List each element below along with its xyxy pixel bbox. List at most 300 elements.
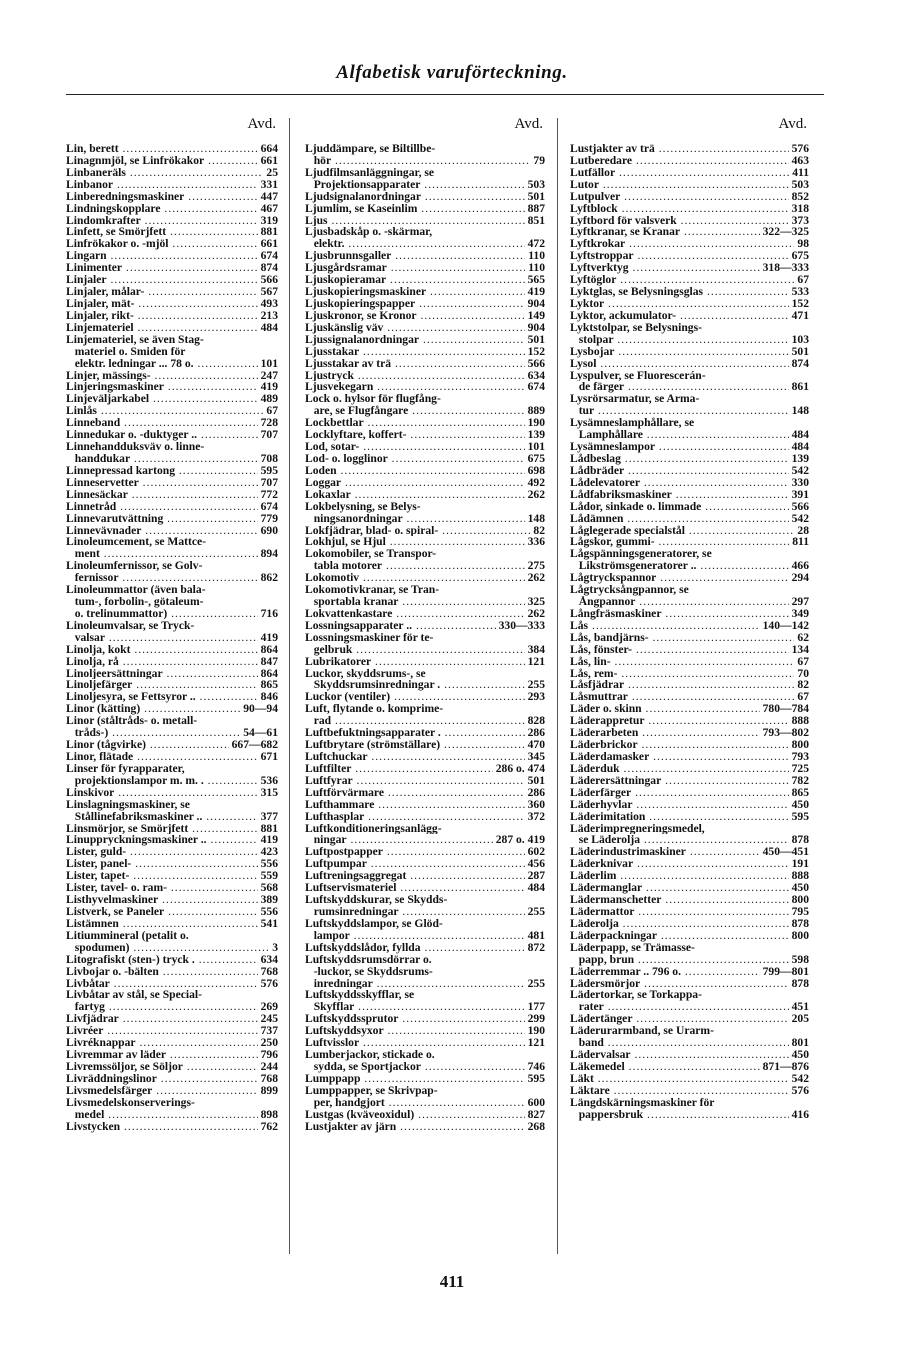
entry-term: Luftbefuktningsapparater . ..... — [305, 727, 525, 739]
index-entry — [305, 381, 545, 393]
entry-avd: 800 — [791, 738, 809, 752]
entry-avd: 827 — [527, 1107, 545, 1121]
index-entry — [305, 668, 545, 680]
index-entry — [570, 727, 809, 739]
entry-term: Lyspulver, se Fluorescerán- — [570, 369, 706, 382]
entry-term: Ljusvekegarn ..... — [305, 381, 525, 393]
entry-term: Linslagningsmaskiner, se — [66, 798, 190, 811]
entry-term: Lyktstolpar, se Belysnings- — [570, 321, 702, 334]
entry-term: Ljuskronor, se Kronor ..... — [305, 310, 525, 322]
entry-avd: 450 — [791, 797, 809, 811]
index-entry — [66, 560, 278, 572]
index-entry — [305, 191, 545, 203]
entry-avd: 674 — [260, 249, 278, 263]
entry-term: Läderdamasker ..... — [570, 751, 789, 763]
index-entry — [305, 739, 545, 751]
index-entry — [66, 954, 278, 966]
index-entry — [66, 1049, 278, 1061]
index-entry — [570, 1025, 809, 1037]
index-entry — [66, 1073, 278, 1085]
index-entry — [305, 274, 545, 286]
entry-avd: 450—451 — [762, 845, 809, 859]
entry-avd: 62 — [797, 630, 809, 644]
entry-term: Lädertorkar, se Torkappa- — [570, 989, 702, 1002]
index-entry — [570, 834, 809, 846]
entry-term: Livbåtar av stål, se Special- — [66, 989, 203, 1002]
entry-term: Läderappretur ..... — [570, 715, 789, 727]
index-entry — [66, 1097, 278, 1109]
entry-avd: 54—61 — [243, 726, 278, 740]
entry-term: stolpar ..... — [570, 334, 789, 346]
entry-term: Listverk, se Paneler ..... — [66, 906, 258, 918]
index-entry — [570, 966, 809, 978]
index-entry — [66, 846, 278, 858]
index-entry — [570, 167, 809, 179]
entry-avd: 556 — [260, 857, 278, 871]
entry-avd: 450 — [791, 1048, 809, 1062]
index-entry — [570, 691, 809, 703]
index-entry — [305, 310, 545, 322]
entry-avd: 501 — [791, 344, 809, 358]
index-entry — [305, 513, 545, 525]
entry-term: Lådor, sinkade o. limmade ..... — [570, 501, 789, 513]
entry-term: Luftbrytare (strömställare) ..... — [305, 739, 525, 751]
entry-term: Luckor, skyddsrums-, se — [305, 667, 426, 680]
entry-avd: 286 o. 474 — [495, 761, 545, 775]
index-entry — [305, 334, 545, 346]
index-entry — [66, 381, 278, 393]
entry-avd: 600 — [527, 1095, 545, 1109]
index-entry — [66, 370, 278, 382]
entry-avd: 542 — [791, 1071, 809, 1085]
entry-avd: 707 — [260, 475, 278, 489]
entry-avd: 255 — [527, 678, 545, 692]
entry-term: Livsmedelskonserverings- — [66, 1096, 195, 1109]
entry-avd: 484 — [260, 320, 278, 334]
entry-term: Läderpapp, se Trämasse- — [570, 941, 695, 954]
index-entry — [305, 525, 545, 537]
entry-term: Linor (kätting) ..... — [66, 703, 240, 715]
entry-avd: 373 — [791, 213, 809, 227]
entry-term: Linjaler ..... — [66, 274, 258, 286]
entry-avd: 708 — [260, 451, 278, 465]
entry-avd: 205 — [791, 1012, 809, 1026]
entry-avd: 391 — [791, 487, 809, 501]
entry-term: Luftpostpapper ..... — [305, 846, 525, 858]
entry-avd: 566 — [260, 273, 278, 287]
entry-term: Livréknappar ..... — [66, 1037, 258, 1049]
index-entry — [570, 572, 809, 584]
entry-term: Läderersättningar ..... — [570, 775, 789, 787]
entry-avd: 889 — [527, 404, 545, 418]
index-entry — [570, 1049, 809, 1061]
entry-avd: 463 — [791, 153, 809, 167]
index-entry — [570, 536, 809, 548]
entry-term: Läderpackningar ..... — [570, 930, 789, 942]
entry-avd: 262 — [527, 571, 545, 585]
entry-avd: 450 — [791, 881, 809, 895]
index-entry — [570, 513, 809, 525]
entry-avd: 634 — [260, 952, 278, 966]
entry-term: Livräddningslinor ..... — [66, 1073, 258, 1085]
entry-term: Linnesäckar ..... — [66, 489, 258, 501]
index-entry — [570, 656, 809, 668]
index-entry — [66, 858, 278, 870]
entry-avd: 634 — [527, 368, 545, 382]
entry-term: tabla motorer ..... — [305, 560, 525, 572]
entry-term: Linimenter ..... — [66, 262, 258, 274]
entry-avd: 275 — [527, 559, 545, 573]
index-entry — [570, 584, 809, 596]
entry-term: Läderindustrimaskiner ..... — [570, 846, 760, 858]
index-entry — [570, 1085, 809, 1097]
entry-term: Lädertänger ..... — [570, 1013, 789, 1025]
index-entry — [305, 1109, 545, 1121]
entry-term: lampor ..... — [305, 930, 525, 942]
entry-avd: 559 — [260, 869, 278, 883]
entry-avd: 595 — [527, 1071, 545, 1085]
index-entry — [66, 584, 278, 596]
entry-avd: 541 — [260, 916, 278, 930]
entry-term: Linoleumvalsar, se Tryck- — [66, 619, 195, 632]
index-entry — [305, 703, 545, 715]
entry-avd: 98 — [797, 237, 809, 251]
entry-term: fernissor ..... — [66, 572, 258, 584]
index-entry — [66, 834, 278, 846]
index-entry — [66, 823, 278, 835]
entry-avd: 213 — [260, 308, 278, 322]
index-column-2 — [305, 116, 545, 1133]
entry-avd: 793 — [791, 750, 809, 764]
index-entry — [570, 811, 809, 823]
entry-term: Lyftkrokar ..... — [570, 238, 794, 250]
entry-avd: 419 — [527, 285, 545, 299]
entry-list — [66, 143, 278, 1133]
index-entry — [570, 846, 809, 858]
entry-term: Lutfällor ..... — [570, 167, 789, 179]
index-entry — [570, 393, 809, 405]
entry-term: Läder o. skinn ..... — [570, 703, 760, 715]
index-entry — [305, 858, 545, 870]
index-entry — [570, 560, 809, 572]
entry-term: Lyktor, ackumulator- ..... — [570, 310, 789, 322]
entry-avd: 675 — [527, 451, 545, 465]
entry-term: Skyfflar ..... — [305, 1001, 525, 1013]
entry-term: Linoleumfernissor, se Golv- — [66, 560, 203, 573]
entry-term: hör ..... — [305, 155, 530, 167]
entry-term: Luftskyddsyxor ..... — [305, 1025, 525, 1037]
entry-term: Linskivor ..... — [66, 787, 258, 799]
entry-term: sydda, se Sportjackor ..... — [305, 1061, 525, 1073]
index-column-1 — [66, 116, 278, 1133]
entry-avd: 888 — [791, 714, 809, 728]
entry-avd: 567 — [260, 285, 278, 299]
entry-avd: 811 — [792, 535, 809, 549]
entry-term: se Läderolja ..... — [570, 834, 789, 846]
entry-term: Lossningsapparater .. ..... — [305, 620, 496, 632]
entry-avd: 865 — [260, 678, 278, 692]
index-entry — [66, 668, 278, 680]
index-entry — [305, 930, 545, 942]
entry-avd: 698 — [527, 463, 545, 477]
index-entry — [305, 608, 545, 620]
entry-avd: 191 — [791, 857, 809, 871]
index-entry — [305, 882, 545, 894]
entry-avd: 872 — [527, 940, 545, 954]
entry-term: Linnevarutvättning ..... — [66, 513, 258, 525]
entry-avd: 315 — [260, 785, 278, 799]
entry-term: materiel o. Smiden för — [66, 345, 186, 358]
entry-avd: 190 — [527, 1024, 545, 1038]
entry-term: Projektionsapparater ..... — [305, 179, 525, 191]
entry-term: Lådbeslag ..... — [570, 453, 789, 465]
entry-term: tum-, forbolin-, götaleum- — [66, 596, 204, 608]
entry-avd: 419 — [260, 833, 278, 847]
index-entry — [66, 143, 278, 155]
entry-term: Låsfjädrar ..... — [570, 679, 794, 691]
entry-term: Lyftöglor ..... — [570, 274, 794, 286]
entry-term: Lädermanglar ..... — [570, 882, 789, 894]
entry-term: Längdskärningsmaskiner för — [570, 1096, 715, 1109]
index-entry — [570, 262, 809, 274]
entry-avd: 484 — [527, 881, 545, 895]
entry-avd: 894 — [260, 547, 278, 561]
entry-term: Lås, lin- ..... — [570, 656, 794, 668]
entry-avd: 67 — [266, 404, 278, 418]
entry-avd: 489 — [260, 392, 278, 406]
entry-term: Lås, rem- ..... — [570, 668, 794, 680]
index-entry — [570, 799, 809, 811]
index-entry — [570, 322, 809, 334]
entry-avd: 325 — [527, 595, 545, 609]
index-entry — [66, 203, 278, 215]
entry-avd: 110 — [528, 261, 545, 275]
entry-term: projektionslampor m. m. . ..... — [66, 775, 258, 787]
entry-term: Lockbettlar ..... — [305, 417, 525, 429]
entry-avd: 566 — [527, 356, 545, 370]
entry-term: Lådfabriksmaskiner ..... — [570, 489, 789, 501]
entry-term: -luckor, se Skyddsrums- — [305, 965, 433, 978]
index-entry — [66, 906, 278, 918]
index-entry — [570, 405, 809, 417]
entry-avd: 881 — [260, 821, 278, 835]
entry-term: Lyftstroppar ..... — [570, 250, 789, 262]
index-entry — [66, 620, 278, 632]
index-entry — [570, 143, 809, 155]
index-entry — [570, 453, 809, 465]
entry-avd: 286 — [527, 726, 545, 740]
entry-term: ningsanordningar ..... — [305, 513, 525, 525]
entry-term: Lock o. hylsor för flugfång- — [305, 393, 441, 406]
entry-avd: 799—801 — [762, 964, 809, 978]
entry-avd: 864 — [260, 642, 278, 656]
entry-term: Livstycken ..... — [66, 1121, 258, 1133]
entry-term: Lokomotivkranar, se Tran- — [305, 584, 440, 597]
entry-avd: 152 — [791, 296, 809, 310]
entry-term: Ljuskänslig väv ..... — [305, 322, 525, 334]
entry-avd: 299 — [527, 1012, 545, 1026]
index-entry — [305, 358, 545, 370]
index-entry — [305, 226, 545, 238]
entry-avd: 674 — [527, 380, 545, 394]
index-entry — [570, 703, 809, 715]
entry-term: Lågtrycksångpannor, se — [570, 584, 689, 597]
index-entry — [570, 1109, 809, 1121]
entry-avd: 247 — [260, 368, 278, 382]
avd-heading: Avd. — [514, 116, 543, 132]
entry-avd: 846 — [260, 690, 278, 704]
entry-avd: 595 — [260, 463, 278, 477]
entry-term: Luftvisslor ..... — [305, 1037, 525, 1049]
entry-avd: 484 — [791, 428, 809, 442]
index-entry — [66, 179, 278, 191]
index-entry — [66, 477, 278, 489]
entry-avd: 864 — [260, 666, 278, 680]
index-entry — [570, 978, 809, 990]
entry-term: Lyktglas, se Belysningsglas ..... — [570, 286, 789, 298]
index-entry — [66, 572, 278, 584]
entry-avd: 67 — [797, 654, 809, 668]
index-entry — [570, 477, 809, 489]
entry-term: Lädersmörjor ..... — [570, 978, 789, 990]
entry-avd: 447 — [260, 189, 278, 203]
entry-term: Linoleummattor (även bala- — [66, 584, 206, 597]
entry-avd: 318 — [791, 201, 809, 215]
index-entry — [570, 882, 809, 894]
entry-term: Linuppryckningsmaskiner .. ..... — [66, 834, 258, 846]
entry-term: Lådämnen ..... — [570, 513, 789, 525]
index-entry — [570, 632, 809, 644]
entry-avd: 576 — [791, 1083, 809, 1097]
entry-term: Likströmsgeneratorer .. ..... — [570, 560, 789, 572]
entry-term: fartyg ..... — [66, 1001, 258, 1013]
entry-avd: 322—325 — [762, 225, 809, 239]
entry-term: Låsmuttrar ..... — [570, 691, 794, 703]
index-entry — [66, 191, 278, 203]
entry-term: Ljuskopieringspapper ..... — [305, 298, 525, 310]
entry-term: Linagnmjöl, se Linfrökakor ..... — [66, 155, 258, 167]
entry-term: Långfräsmaskiner ..... — [570, 608, 789, 620]
entry-avd: 456 — [527, 857, 545, 871]
index-entry — [305, 298, 545, 310]
index-entry — [570, 644, 809, 656]
index-entry — [305, 775, 545, 787]
index-entry — [305, 346, 545, 358]
index-entry — [570, 918, 809, 930]
index-entry — [305, 1061, 545, 1073]
entry-term: Luftförvärmare ..... — [305, 787, 525, 799]
index-entry — [570, 751, 809, 763]
entry-avd: 297 — [791, 595, 809, 609]
entry-avd: 828 — [527, 714, 545, 728]
entry-term: per, handgjort ..... — [305, 1097, 525, 1109]
entry-avd: 772 — [260, 487, 278, 501]
entry-term: Linlås ..... — [66, 405, 263, 417]
entry-term: Livbojar o. -bälten ..... — [66, 966, 258, 978]
entry-term: Lågtryckspannor ..... — [570, 572, 789, 584]
entry-term: Läderimpregneringsmedel, — [570, 822, 705, 835]
index-entry — [305, 143, 545, 155]
entry-term: rad ..... — [305, 715, 525, 727]
entry-term: Ångpannor ..... — [570, 596, 789, 608]
index-entry — [570, 226, 809, 238]
entry-term: valsar ..... — [66, 632, 258, 644]
entry-term: Ljusgårdsramar ..... — [305, 262, 525, 274]
entry-avd: 262 — [527, 606, 545, 620]
index-entry — [305, 811, 545, 823]
index-entry — [570, 870, 809, 882]
entry-term: Litiummineral (petalit o. — [66, 929, 189, 942]
entry-term: Lamphållare ..... — [570, 429, 789, 441]
entry-avd: 671 — [260, 750, 278, 764]
entry-term: Låglegerade specialstål ..... — [570, 525, 794, 537]
entry-avd: 796 — [260, 1048, 278, 1062]
entry-avd: 121 — [527, 1036, 545, 1050]
index-entry — [305, 548, 545, 560]
entry-term: medel ..... — [66, 1109, 258, 1121]
entry-term: Loden ..... — [305, 465, 525, 477]
index-entry — [66, 322, 278, 334]
entry-avd: 887 — [527, 201, 545, 215]
entry-avd: 472 — [527, 237, 545, 251]
entry-avd: 904 — [527, 296, 545, 310]
entry-term: Linnedukar o. -duktyger .. ..... — [66, 429, 258, 441]
index-entry — [570, 942, 809, 954]
index-entry — [305, 250, 545, 262]
index-entry — [305, 846, 545, 858]
entry-term: Lokomotiv ..... — [305, 572, 525, 584]
index-entry — [305, 870, 545, 882]
entry-avd: 795 — [791, 905, 809, 918]
entry-avd: 501 — [527, 332, 545, 346]
entry-avd: 318—333 — [762, 261, 809, 275]
index-entry — [570, 858, 809, 870]
index-entry — [570, 346, 809, 358]
index-entry — [66, 358, 278, 370]
entry-avd: 140—142 — [762, 618, 809, 632]
entry-term: Lustjakter av trä ..... — [570, 143, 789, 155]
entry-avd: 536 — [260, 773, 278, 787]
index-column-3 — [570, 116, 809, 1121]
index-entry — [305, 203, 545, 215]
index-entry — [305, 787, 545, 799]
entry-term: Luckor (ventiler) ..... — [305, 691, 525, 703]
entry-avd: 779 — [260, 511, 278, 525]
entry-avd: 330—333 — [498, 618, 545, 632]
entry-term: Läktare ..... — [570, 1085, 789, 1097]
index-entry — [570, 215, 809, 227]
entry-term: o. trelinummattor) ..... — [66, 608, 258, 620]
entry-term: Lustjakter av järn ..... — [305, 1121, 525, 1133]
entry-term: Lufthasplar ..... — [305, 811, 525, 823]
entry-term: Lod, sotar- ..... — [305, 441, 525, 453]
entry-term: Luftreningsaggregat ..... — [305, 870, 525, 882]
entry-term: tråds-) ..... — [66, 727, 240, 739]
entry-term: Lister, guld- ..... — [66, 846, 258, 858]
entry-term: Lindomkrafter ..... — [66, 215, 258, 227]
entry-term: Linor, flätade ..... — [66, 751, 258, 763]
index-entry — [66, 155, 278, 167]
index-entry — [570, 1001, 809, 1013]
index-entry — [66, 787, 278, 799]
entry-term: Lumberjackor, stickade o. — [305, 1049, 435, 1061]
index-entry — [66, 811, 278, 823]
index-entry — [305, 262, 545, 274]
entry-term: band ..... — [570, 1037, 789, 1049]
entry-avd: 725 — [791, 761, 809, 775]
index-entry — [66, 417, 278, 429]
entry-avd: 674 — [260, 499, 278, 513]
